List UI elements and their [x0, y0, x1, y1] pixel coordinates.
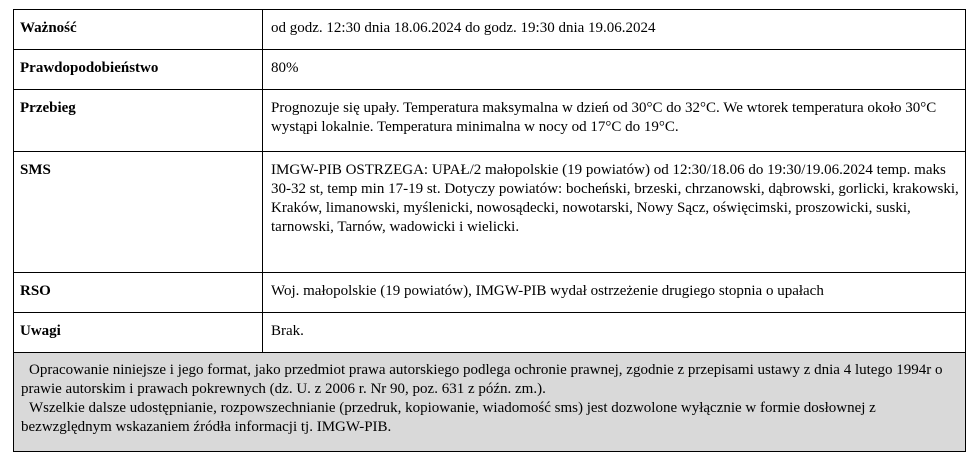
sms-label: SMS [14, 152, 263, 273]
row-copyright-footer [14, 353, 966, 452]
notes-label: Uwagi [14, 313, 263, 353]
probability-label: Prawdopodobieństwo [14, 50, 263, 90]
rso-label: RSO [14, 273, 263, 313]
warning-table [13, 9, 966, 452]
copyright-notice: Opracowanie niniejsze i jego format, jako przedmiot prawa autorskiego podlega ochronie prawnej, zgodnie z przepisami ustawy z dnia 4 lutego 1994r o prawie autorskim i prawach pokrewnych (dz. U. z 2006 r. Nr 90, poz. 631 z późn. zm.). [21, 362, 943, 397]
copyright-footer [14, 353, 966, 452]
validity-label: Ważność [14, 10, 263, 50]
probability-value: 80% [263, 50, 966, 90]
validity-value: od godz. 12:30 dnia 18.06.2024 do godz. 19:30 dnia 19.06.2024 [263, 10, 966, 50]
row-notes [14, 313, 966, 353]
notes-value: Brak. [263, 313, 966, 353]
row-sms [14, 152, 966, 273]
row-course [14, 90, 966, 152]
row-rso [14, 273, 966, 313]
distribution-notice: Wszelkie dalsze udostępnianie, rozpowszechnianie (przedruk, kopiowanie, wiadomość sms) jest dozwolone wyłącznie w formie dosłownej z bezwzględnym wskazaniem źródła informacji tj. IMGW-PIB. [21, 400, 876, 435]
sms-value: IMGW-PIB OSTRZEGA: UPAŁ/2 małopolskie (19 powiatów) od 12:30/18.06 do 19:30/19.06.2024 temp. maks 30-32 st, temp min 17-19 st. Dotyczy powiatów: bocheński, brzeski, chrzanowski, dąbrowski, gorlicki, krakowski, Kraków, limanowski, myślenicki, nowosądecki, nowotarski, Nowy Sącz, oświęcimski, proszowicki, suski, tarnowski, Tarnów, wadowicki i wielicki. [263, 152, 966, 273]
rso-value: Woj. małopolskie (19 powiatów), IMGW-PIB wydał ostrzeżenie drugiego stopnia o upałach [263, 273, 966, 313]
course-label: Przebieg [14, 90, 263, 152]
row-probability [14, 50, 966, 90]
course-value: Prognozuje się upały. Temperatura maksymalna w dzień od 30°C do 32°C. We wtorek temperatura około 30°C wystąpi lokalnie. Temperatura minimalna w nocy od 17°C do 19°C. [263, 90, 966, 152]
row-validity [14, 10, 966, 50]
